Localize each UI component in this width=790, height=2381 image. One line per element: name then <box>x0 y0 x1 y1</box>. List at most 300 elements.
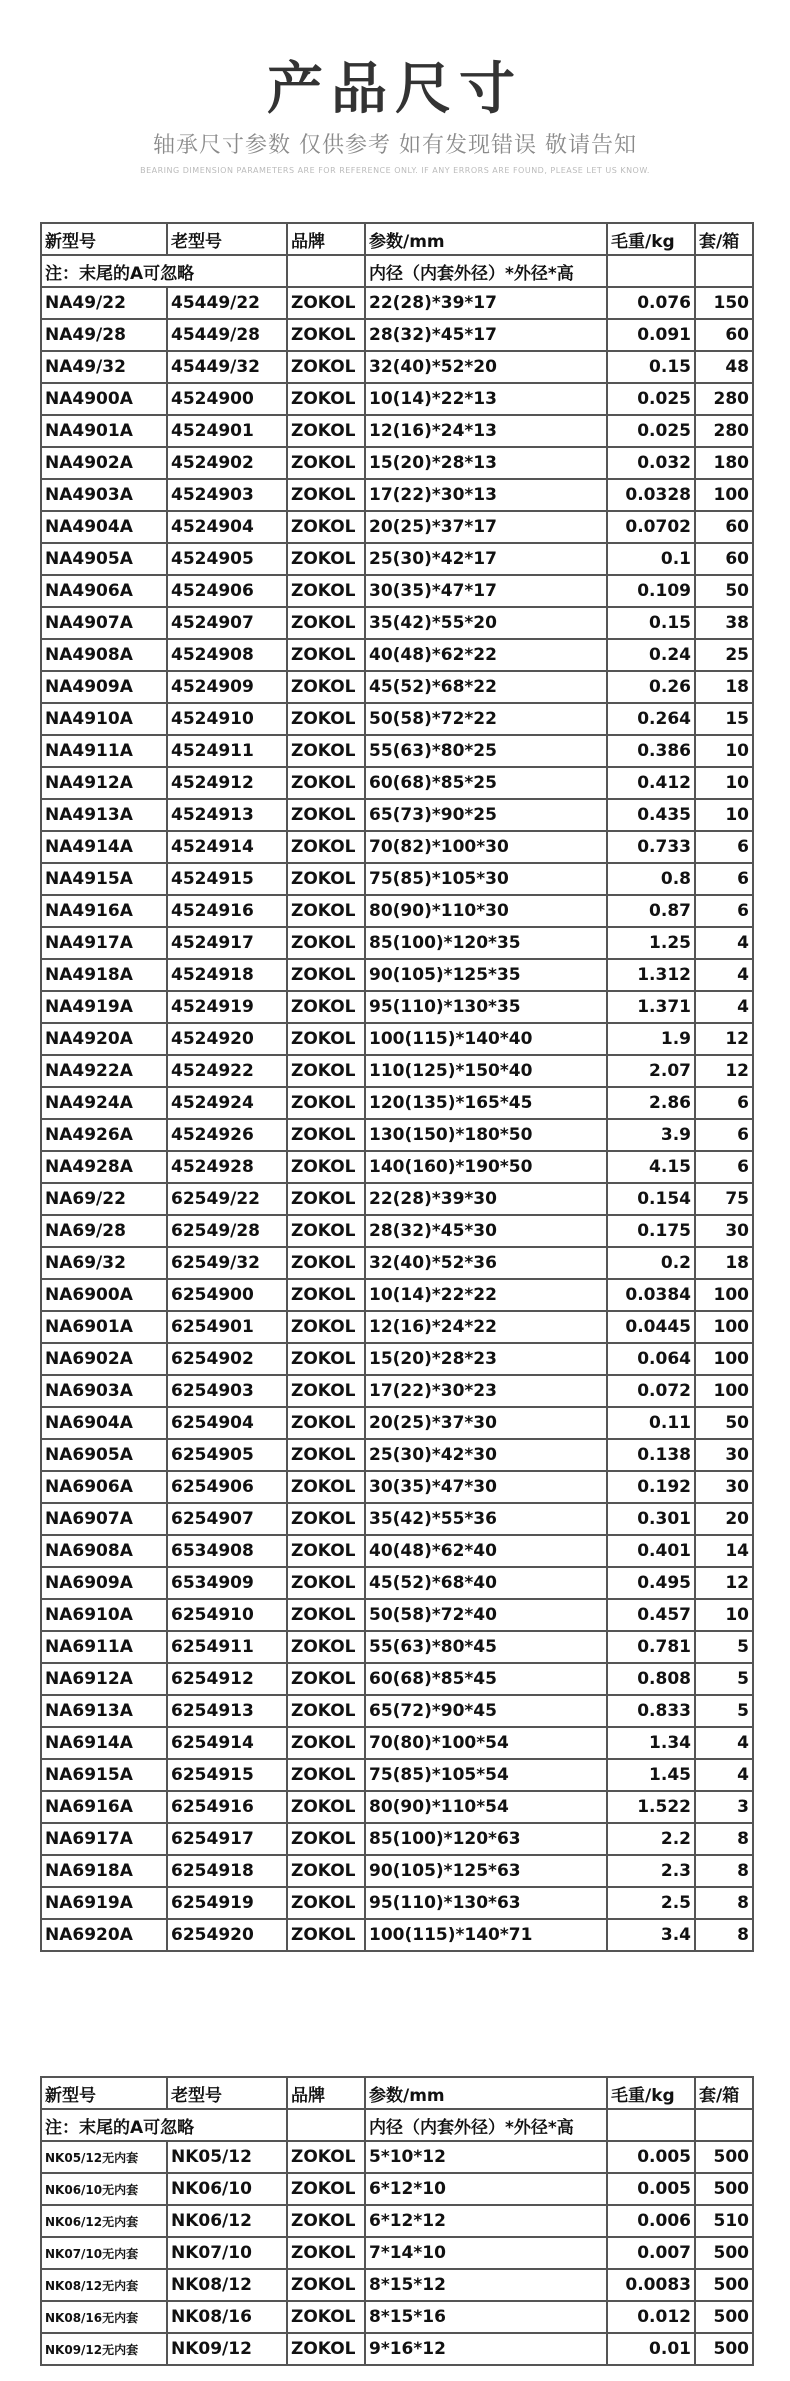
table-row <box>41 991 753 1023</box>
new-model-cell: NK06/10无内套 <box>41 2173 167 2205</box>
suffix-note: 注：末尾的A可忽略 <box>41 2109 287 2141</box>
new-model-cell: NA4918A <box>41 959 167 991</box>
qty-per-box-cell: 5 <box>695 1695 753 1727</box>
old-model-cell: 6254904 <box>167 1407 287 1439</box>
old-model-cell: 4524900 <box>167 383 287 415</box>
table-row <box>41 383 753 415</box>
new-model-cell: NA69/32 <box>41 1247 167 1279</box>
dimension-cell: 85(100)*120*35 <box>365 927 607 959</box>
english-disclaimer: BEARING DIMENSION PARAMETERS ARE FOR REFERENCE ONLY. IF ANY ERRORS ARE FOUND, PLEASE LET US KNOW. <box>140 166 650 175</box>
weight-cell: 0.005 <box>607 2173 695 2205</box>
dimension-cell: 65(73)*90*25 <box>365 799 607 831</box>
weight-cell: 0.012 <box>607 2301 695 2333</box>
new-model-cell: NA6913A <box>41 1695 167 1727</box>
brand-cell: ZOKOL <box>287 1183 365 1215</box>
weight-cell: 0.1 <box>607 543 695 575</box>
qty-per-box-cell: 100 <box>695 479 753 511</box>
qty-per-box-cell: 30 <box>695 1439 753 1471</box>
table-row <box>41 2141 753 2173</box>
dimension-cell: 6*12*12 <box>365 2205 607 2237</box>
brand-cell: ZOKOL <box>287 1919 365 1951</box>
old-model-cell: 6254910 <box>167 1599 287 1631</box>
brand-cell: ZOKOL <box>287 2205 365 2237</box>
brand-cell: ZOKOL <box>287 1471 365 1503</box>
table-row <box>41 895 753 927</box>
column-header: 新型号 <box>41 223 167 255</box>
old-model-cell: 4524901 <box>167 415 287 447</box>
dimension-cell: 30(35)*47*17 <box>365 575 607 607</box>
qty-per-box-cell: 8 <box>695 1887 753 1919</box>
old-model-cell: 4524907 <box>167 607 287 639</box>
column-header: 毛重/kg <box>607 2077 695 2109</box>
new-model-cell: NA6918A <box>41 1855 167 1887</box>
brand-cell: ZOKOL <box>287 671 365 703</box>
brand-cell: ZOKOL <box>287 2173 365 2205</box>
table-row <box>41 1215 753 1247</box>
dimension-cell: 55(63)*80*45 <box>365 1631 607 1663</box>
new-model-cell: NA69/28 <box>41 1215 167 1247</box>
new-model-cell: NA4913A <box>41 799 167 831</box>
qty-per-box-cell: 5 <box>695 1631 753 1663</box>
weight-cell: 0.87 <box>607 895 695 927</box>
brand-cell: ZOKOL <box>287 511 365 543</box>
empty-cell <box>607 2109 695 2141</box>
dimension-cell: 6*12*10 <box>365 2173 607 2205</box>
column-header: 品牌 <box>287 2077 365 2109</box>
weight-cell: 0.109 <box>607 575 695 607</box>
weight-cell: 0.2 <box>607 1247 695 1279</box>
brand-cell: ZOKOL <box>287 479 365 511</box>
table-note-row <box>41 2109 753 2141</box>
table-row <box>41 1407 753 1439</box>
qty-per-box-cell: 100 <box>695 1343 753 1375</box>
new-model-cell: NA6917A <box>41 1823 167 1855</box>
qty-per-box-cell: 6 <box>695 831 753 863</box>
old-model-cell: 4524902 <box>167 447 287 479</box>
qty-per-box-cell: 280 <box>695 415 753 447</box>
old-model-cell: NK06/12 <box>167 2205 287 2237</box>
dimension-cell: 32(40)*52*20 <box>365 351 607 383</box>
weight-cell: 0.0384 <box>607 1279 695 1311</box>
old-model-cell: 4524924 <box>167 1087 287 1119</box>
old-model-cell: 6254907 <box>167 1503 287 1535</box>
qty-per-box-cell: 4 <box>695 1727 753 1759</box>
new-model-cell: NA6908A <box>41 1535 167 1567</box>
weight-cell: 0.457 <box>607 1599 695 1631</box>
weight-cell: 0.192 <box>607 1471 695 1503</box>
dimension-cell: 10(14)*22*13 <box>365 383 607 415</box>
qty-per-box-cell: 18 <box>695 671 753 703</box>
weight-cell: 0.032 <box>607 447 695 479</box>
table-row <box>41 287 753 319</box>
table-row <box>41 1631 753 1663</box>
weight-cell: 0.025 <box>607 415 695 447</box>
new-model-cell: NA6916A <box>41 1791 167 1823</box>
weight-cell: 1.522 <box>607 1791 695 1823</box>
dimension-cell: 12(16)*24*13 <box>365 415 607 447</box>
dimension-cell: 70(82)*100*30 <box>365 831 607 863</box>
qty-per-box-cell: 500 <box>695 2301 753 2333</box>
old-model-cell: 4524912 <box>167 767 287 799</box>
dimension-cell: 55(63)*80*25 <box>365 735 607 767</box>
table-row <box>41 447 753 479</box>
table-row <box>41 1855 753 1887</box>
weight-cell: 0.15 <box>607 351 695 383</box>
new-model-cell: NA4909A <box>41 671 167 703</box>
weight-cell: 1.45 <box>607 1759 695 1791</box>
brand-cell: ZOKOL <box>287 1119 365 1151</box>
weight-cell: 0.064 <box>607 1343 695 1375</box>
dimension-cell: 120(135)*165*45 <box>365 1087 607 1119</box>
table-row <box>41 1279 753 1311</box>
brand-cell: ZOKOL <box>287 2333 365 2365</box>
table-row <box>41 1535 753 1567</box>
old-model-cell: 4524913 <box>167 799 287 831</box>
table-row <box>41 639 753 671</box>
table-row <box>41 1471 753 1503</box>
new-model-cell: NA4916A <box>41 895 167 927</box>
old-model-cell: NK09/12 <box>167 2333 287 2365</box>
table-row <box>41 1343 753 1375</box>
qty-per-box-cell: 180 <box>695 447 753 479</box>
weight-cell: 0.435 <box>607 799 695 831</box>
dimension-cell: 140(160)*190*50 <box>365 1151 607 1183</box>
brand-cell: ZOKOL <box>287 1087 365 1119</box>
weight-cell: 2.86 <box>607 1087 695 1119</box>
brand-cell: ZOKOL <box>287 2301 365 2333</box>
old-model-cell: 6534909 <box>167 1567 287 1599</box>
spec-table-nk <box>40 2076 754 2366</box>
weight-cell: 0.0328 <box>607 479 695 511</box>
dimension-cell: 90(105)*125*63 <box>365 1855 607 1887</box>
dimension-cell: 70(80)*100*54 <box>365 1727 607 1759</box>
dimension-cell: 100(115)*140*71 <box>365 1919 607 1951</box>
table-row <box>41 1567 753 1599</box>
brand-cell: ZOKOL <box>287 543 365 575</box>
new-model-cell: NA4917A <box>41 927 167 959</box>
brand-cell: ZOKOL <box>287 287 365 319</box>
brand-cell: ZOKOL <box>287 1023 365 1055</box>
table-row <box>41 2173 753 2205</box>
dimension-cell: 20(25)*37*30 <box>365 1407 607 1439</box>
table-row <box>41 703 753 735</box>
table-header-row <box>41 2077 753 2109</box>
table-row <box>41 1695 753 1727</box>
old-model-cell: 4524905 <box>167 543 287 575</box>
weight-cell: 2.3 <box>607 1855 695 1887</box>
table-row <box>41 735 753 767</box>
new-model-cell: NK07/10无内套 <box>41 2237 167 2269</box>
table-row <box>41 1759 753 1791</box>
weight-cell: 0.11 <box>607 1407 695 1439</box>
old-model-cell: 4524906 <box>167 575 287 607</box>
qty-per-box-cell: 6 <box>695 1119 753 1151</box>
new-model-cell: NA6902A <box>41 1343 167 1375</box>
weight-cell: 4.15 <box>607 1151 695 1183</box>
brand-cell: ZOKOL <box>287 1535 365 1567</box>
table-row <box>41 415 753 447</box>
old-model-cell: 4524909 <box>167 671 287 703</box>
suffix-note: 注：末尾的A可忽略 <box>41 255 287 287</box>
dimension-cell: 80(90)*110*30 <box>365 895 607 927</box>
brand-cell: ZOKOL <box>287 1407 365 1439</box>
dimension-cell: 95(110)*130*35 <box>365 991 607 1023</box>
table-note-row <box>41 255 753 287</box>
column-header: 新型号 <box>41 2077 167 2109</box>
dimension-cell: 20(25)*37*17 <box>365 511 607 543</box>
weight-cell: 0.733 <box>607 831 695 863</box>
weight-cell: 1.371 <box>607 991 695 1023</box>
qty-per-box-cell: 500 <box>695 2333 753 2365</box>
qty-per-box-cell: 14 <box>695 1535 753 1567</box>
old-model-cell: 45449/28 <box>167 319 287 351</box>
table-row <box>41 1087 753 1119</box>
dimension-cell: 28(32)*45*17 <box>365 319 607 351</box>
param-note: 内径（内套外径）*外径*高 <box>365 255 607 287</box>
brand-cell: ZOKOL <box>287 799 365 831</box>
new-model-cell: NA6900A <box>41 1279 167 1311</box>
new-model-cell: NA6904A <box>41 1407 167 1439</box>
dimension-cell: 90(105)*125*35 <box>365 959 607 991</box>
dimension-cell: 100(115)*140*40 <box>365 1023 607 1055</box>
column-header: 老型号 <box>167 2077 287 2109</box>
qty-per-box-cell: 12 <box>695 1055 753 1087</box>
qty-per-box-cell: 50 <box>695 1407 753 1439</box>
table-row <box>41 863 753 895</box>
dimension-cell: 45(52)*68*22 <box>365 671 607 703</box>
old-model-cell: 6254902 <box>167 1343 287 1375</box>
dimension-cell: 32(40)*52*36 <box>365 1247 607 1279</box>
dimension-cell: 35(42)*55*20 <box>365 607 607 639</box>
old-model-cell: 62549/22 <box>167 1183 287 1215</box>
dimension-cell: 9*16*12 <box>365 2333 607 2365</box>
table-row <box>41 1055 753 1087</box>
param-note: 内径（内套外径）*外径*高 <box>365 2109 607 2141</box>
old-model-cell: 4524903 <box>167 479 287 511</box>
dimension-cell: 85(100)*120*63 <box>365 1823 607 1855</box>
brand-cell: ZOKOL <box>287 927 365 959</box>
old-model-cell: 4524917 <box>167 927 287 959</box>
old-model-cell: 4524916 <box>167 895 287 927</box>
empty-cell <box>287 255 365 287</box>
brand-cell: ZOKOL <box>287 1503 365 1535</box>
column-header: 老型号 <box>167 223 287 255</box>
brand-cell: ZOKOL <box>287 639 365 671</box>
old-model-cell: 4524915 <box>167 863 287 895</box>
weight-cell: 0.025 <box>607 383 695 415</box>
page-header <box>0 0 790 220</box>
weight-cell: 0.006 <box>607 2205 695 2237</box>
qty-per-box-cell: 60 <box>695 543 753 575</box>
qty-per-box-cell: 48 <box>695 351 753 383</box>
dimension-cell: 15(20)*28*13 <box>365 447 607 479</box>
table-row <box>41 2269 753 2301</box>
brand-cell: ZOKOL <box>287 1759 365 1791</box>
page-subtitle: 轴承尺寸参数 仅供参考 如有发现错误 敬请告知 <box>153 133 637 158</box>
brand-cell: ZOKOL <box>287 1151 365 1183</box>
table-row <box>41 1823 753 1855</box>
new-model-cell: NA4914A <box>41 831 167 863</box>
weight-cell: 0.26 <box>607 671 695 703</box>
new-model-cell: NA4900A <box>41 383 167 415</box>
qty-per-box-cell: 12 <box>695 1567 753 1599</box>
qty-per-box-cell: 4 <box>695 959 753 991</box>
old-model-cell: NK08/16 <box>167 2301 287 2333</box>
table-row <box>41 2237 753 2269</box>
qty-per-box-cell: 500 <box>695 2173 753 2205</box>
old-model-cell: 6254916 <box>167 1791 287 1823</box>
new-model-cell: NA4926A <box>41 1119 167 1151</box>
new-model-cell: NA69/22 <box>41 1183 167 1215</box>
weight-cell: 3.4 <box>607 1919 695 1951</box>
new-model-cell: NA6920A <box>41 1919 167 1951</box>
brand-cell: ZOKOL <box>287 735 365 767</box>
table-row <box>41 1887 753 1919</box>
weight-cell: 1.312 <box>607 959 695 991</box>
new-model-cell: NA6914A <box>41 1727 167 1759</box>
dimension-cell: 8*15*12 <box>365 2269 607 2301</box>
dimension-cell: 75(85)*105*30 <box>365 863 607 895</box>
new-model-cell: NA6912A <box>41 1663 167 1695</box>
new-model-cell: NA4912A <box>41 767 167 799</box>
brand-cell: ZOKOL <box>287 607 365 639</box>
brand-cell: ZOKOL <box>287 1791 365 1823</box>
qty-per-box-cell: 38 <box>695 607 753 639</box>
weight-cell: 0.01 <box>607 2333 695 2365</box>
new-model-cell: NK09/12无内套 <box>41 2333 167 2365</box>
table-row <box>41 671 753 703</box>
dimension-cell: 110(125)*150*40 <box>365 1055 607 1087</box>
brand-cell: ZOKOL <box>287 1695 365 1727</box>
old-model-cell: 6254903 <box>167 1375 287 1407</box>
table-row <box>41 1727 753 1759</box>
weight-cell: 1.25 <box>607 927 695 959</box>
old-model-cell: 4524904 <box>167 511 287 543</box>
brand-cell: ZOKOL <box>287 1663 365 1695</box>
weight-cell: 3.9 <box>607 1119 695 1151</box>
new-model-cell: NA6915A <box>41 1759 167 1791</box>
old-model-cell: 45449/32 <box>167 351 287 383</box>
new-model-cell: NA4907A <box>41 607 167 639</box>
qty-per-box-cell: 4 <box>695 927 753 959</box>
old-model-cell: NK07/10 <box>167 2237 287 2269</box>
table-header-row <box>41 223 753 255</box>
old-model-cell: 62549/28 <box>167 1215 287 1247</box>
weight-cell: 0.781 <box>607 1631 695 1663</box>
brand-cell: ZOKOL <box>287 1215 365 1247</box>
new-model-cell: NA4920A <box>41 1023 167 1055</box>
old-model-cell: 4524926 <box>167 1119 287 1151</box>
qty-per-box-cell: 510 <box>695 2205 753 2237</box>
weight-cell: 0.264 <box>607 703 695 735</box>
table-row <box>41 959 753 991</box>
new-model-cell: NA6910A <box>41 1599 167 1631</box>
dimension-cell: 22(28)*39*17 <box>365 287 607 319</box>
table-row <box>41 543 753 575</box>
new-model-cell: NA49/28 <box>41 319 167 351</box>
new-model-cell: NA4928A <box>41 1151 167 1183</box>
old-model-cell: NK05/12 <box>167 2141 287 2173</box>
weight-cell: 0.007 <box>607 2237 695 2269</box>
table-row <box>41 1311 753 1343</box>
weight-cell: 1.9 <box>607 1023 695 1055</box>
new-model-cell: NA6919A <box>41 1887 167 1919</box>
brand-cell: ZOKOL <box>287 1055 365 1087</box>
dimension-cell: 22(28)*39*30 <box>365 1183 607 1215</box>
brand-cell: ZOKOL <box>287 1375 365 1407</box>
table-row <box>41 1663 753 1695</box>
dimension-cell: 35(42)*55*36 <box>365 1503 607 1535</box>
new-model-cell: NA4904A <box>41 511 167 543</box>
table-row <box>41 1439 753 1471</box>
old-model-cell: 6254911 <box>167 1631 287 1663</box>
brand-cell: ZOKOL <box>287 1439 365 1471</box>
qty-per-box-cell: 30 <box>695 1471 753 1503</box>
table-row <box>41 575 753 607</box>
new-model-cell: NA4911A <box>41 735 167 767</box>
weight-cell: 0.833 <box>607 1695 695 1727</box>
dimension-cell: 50(58)*72*40 <box>365 1599 607 1631</box>
table-row <box>41 927 753 959</box>
table-row <box>41 1375 753 1407</box>
dimension-cell: 45(52)*68*40 <box>365 1567 607 1599</box>
old-model-cell: 6254920 <box>167 1919 287 1951</box>
new-model-cell: NA4910A <box>41 703 167 735</box>
new-model-cell: NA6911A <box>41 1631 167 1663</box>
qty-per-box-cell: 30 <box>695 1215 753 1247</box>
dimension-cell: 5*10*12 <box>365 2141 607 2173</box>
weight-cell: 0.076 <box>607 287 695 319</box>
qty-per-box-cell: 10 <box>695 767 753 799</box>
table-row <box>41 2205 753 2237</box>
qty-per-box-cell: 4 <box>695 991 753 1023</box>
empty-cell <box>287 2109 365 2141</box>
qty-per-box-cell: 4 <box>695 1759 753 1791</box>
weight-cell: 2.2 <box>607 1823 695 1855</box>
qty-per-box-cell: 500 <box>695 2141 753 2173</box>
dimension-cell: 40(48)*62*22 <box>365 639 607 671</box>
dimension-cell: 60(68)*85*25 <box>365 767 607 799</box>
old-model-cell: 6534908 <box>167 1535 287 1567</box>
weight-cell: 0.005 <box>607 2141 695 2173</box>
weight-cell: 0.401 <box>607 1535 695 1567</box>
column-header: 套/箱 <box>695 223 753 255</box>
dimension-cell: 28(32)*45*30 <box>365 1215 607 1247</box>
old-model-cell: NK06/10 <box>167 2173 287 2205</box>
column-header: 套/箱 <box>695 2077 753 2109</box>
qty-per-box-cell: 75 <box>695 1183 753 1215</box>
brand-cell: ZOKOL <box>287 351 365 383</box>
table-row <box>41 479 753 511</box>
old-model-cell: 6254919 <box>167 1887 287 1919</box>
weight-cell: 0.386 <box>607 735 695 767</box>
dimension-cell: 17(22)*30*13 <box>365 479 607 511</box>
old-model-cell: 45449/22 <box>167 287 287 319</box>
old-model-cell: 6254901 <box>167 1311 287 1343</box>
old-model-cell: 6254900 <box>167 1279 287 1311</box>
empty-cell <box>695 2109 753 2141</box>
table-row <box>41 1023 753 1055</box>
brand-cell: ZOKOL <box>287 895 365 927</box>
qty-per-box-cell: 100 <box>695 1279 753 1311</box>
weight-cell: 0.0445 <box>607 1311 695 1343</box>
old-model-cell: 6254914 <box>167 1727 287 1759</box>
brand-cell: ZOKOL <box>287 1631 365 1663</box>
old-model-cell: 4524911 <box>167 735 287 767</box>
qty-per-box-cell: 280 <box>695 383 753 415</box>
dimension-cell: 30(35)*47*30 <box>365 1471 607 1503</box>
dimension-cell: 15(20)*28*23 <box>365 1343 607 1375</box>
